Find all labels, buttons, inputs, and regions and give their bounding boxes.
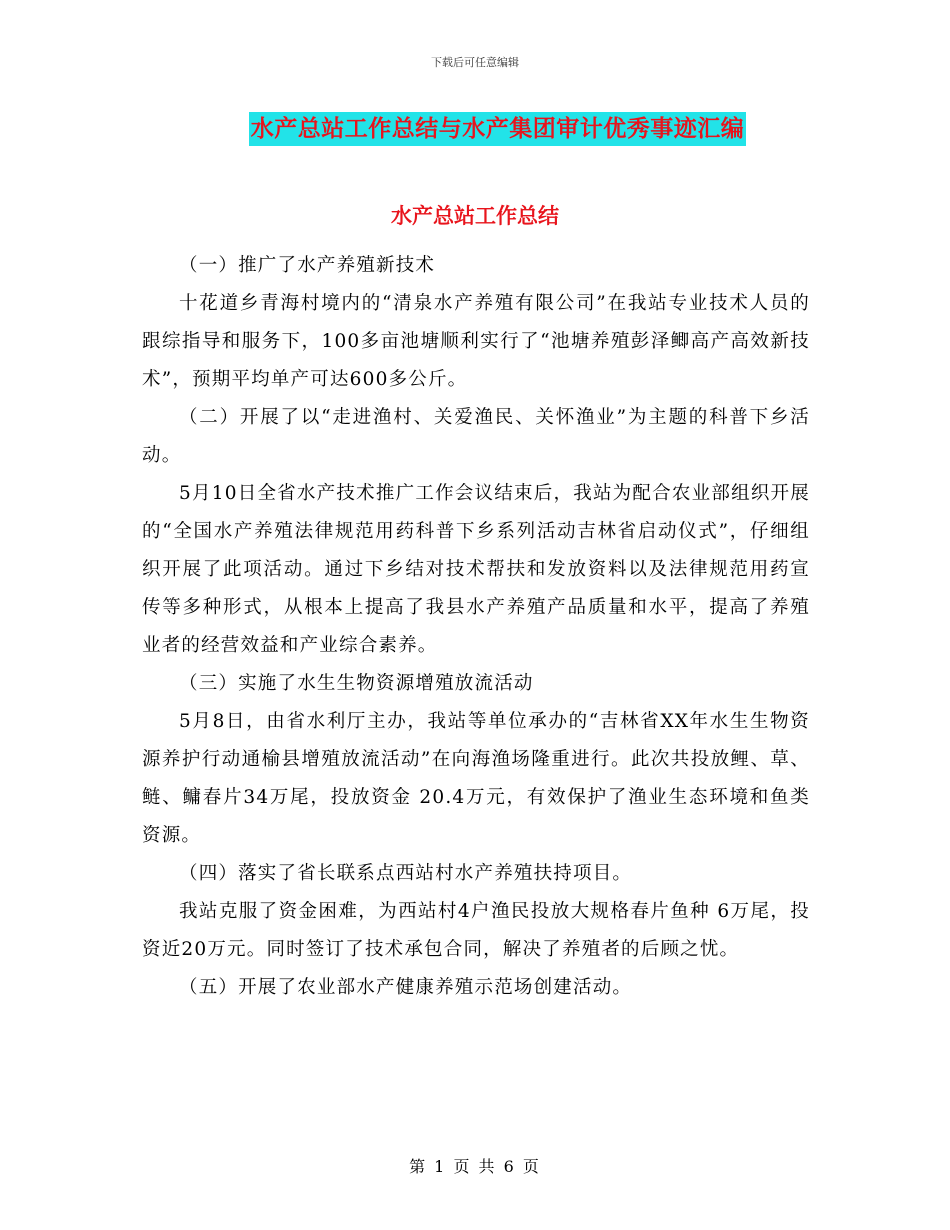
main-title-container [0,112,950,146]
paragraph-heading-4: （四）落实了省长联系点西站村水产养殖扶持项目。 [179,863,633,884]
document-body [142,247,810,1007]
paragraph-heading-2: （二）开展了以“走进渔村、关爱渔民、关怀渔业”为主题的科普下乡活动。 [142,407,810,466]
paragraph-heading-1: （一）推广了水产养殖新技术 [179,255,436,276]
section-title: 水产总站工作总结 [391,204,559,228]
paragraph: 5月8日，由省水利厅主办，我站等单位承办的“吉林省XX年水生生物资源养护行动通榆县增殖放流活动”在向海渔场隆重进行。此次共投放鲤、草、鲢、鳙春片34万尾，投放资金 20.4万元，有效保护了渔业生态环境和鱼类资源。 [142,711,810,846]
page-number-footer: 第 1 页 共 6 页 [409,1157,541,1176]
paragraph: 我站克服了资金困难，为西站村4户渔民投放大规格春片鱼种 6万尾，投资近20万元。同时签订了技术承包合同，解决了养殖者的后顾之忧。 [142,901,810,960]
paragraph: 5月10日全省水产技术推广工作会议结束后，我站为配合农业部组织开展的“全国水产养殖法律规范用药科普下乡系列活动吉林省启动仪式”，仔细组织开展了此项活动。通过下乡结对技术帮扶和发放资料以及法律规范用药宣传等多种形式，从根本上提高了我县水产养殖产品质量和水平，提高了养殖业者的经营效益和产业综合素养。 [142,483,810,656]
header-note: 下载后可任意编辑 [431,56,519,69]
paragraph-heading-5: （五）开展了农业部水产健康养殖示范场创建活动。 [179,977,633,998]
paragraph: 十花道乡青海村境内的“清泉水产养殖有限公司”在我站专业技术人员的跟综指导和服务下，100多亩池塘顺利实行了“池塘养殖彭泽鲫高产高效新技术”，预期平均单产可达600多公斤。 [142,293,810,390]
paragraph-heading-3: （三）实施了水生生物资源增殖放流活动 [179,673,534,694]
document-title: 水产总站工作总结与水产集团审计优秀事迹汇编 [249,112,747,146]
